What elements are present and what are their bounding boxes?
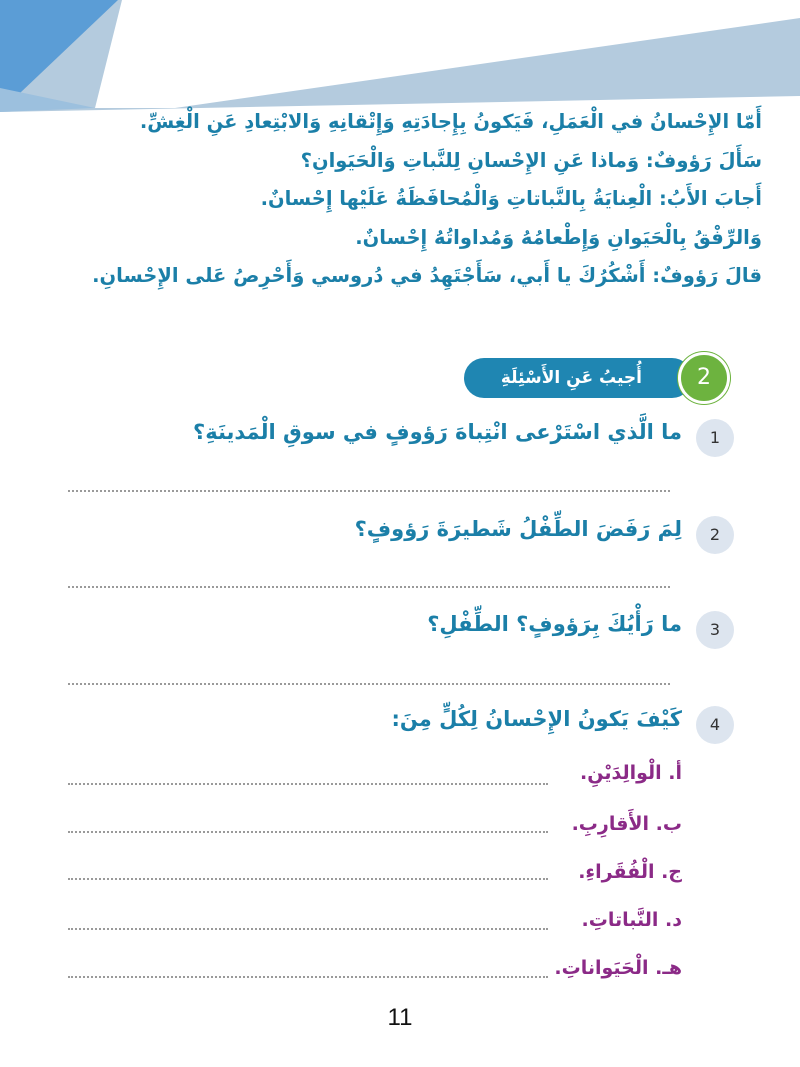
story-line: أَمّا الإِحْسانُ في الْعَمَلِ، فَيَكونُ بِإِجادَتِهِ وَإِتْقانِهِ وَالابْتِعادِ عَنِ الْغِشِّ.	[139, 110, 762, 133]
section-title: أُجيبُ عَنِ الأَسْئِلَةِ	[500, 368, 642, 388]
answer-line[interactable]	[68, 878, 548, 880]
sub-item-plants: د. النَّباتاتِ.	[581, 909, 682, 931]
question-number: 2	[696, 516, 734, 554]
question-text: لِمَ رَفَضَ الطِّفْلُ شَطيرَةَ رَؤوفٍ؟	[354, 517, 682, 541]
question-number: 1	[696, 419, 734, 457]
sub-item-parents: أ. الْوالِدَيْنِ.	[580, 762, 682, 784]
sub-item-animals: هـ. الْحَيَواناتِ.	[554, 957, 682, 979]
question-text: ما الَّذي اسْتَرْعى انْتِباهَ رَؤوفٍ في سوقِ الْمَدينَةِ؟	[193, 420, 682, 444]
question-text: ما رَأْيُكَ بِرَؤوفٍ؟ الطِّفْلِ؟	[427, 612, 682, 636]
answer-line[interactable]	[68, 928, 548, 930]
answer-line[interactable]	[68, 586, 670, 588]
answer-line[interactable]	[68, 976, 548, 978]
answer-line[interactable]	[68, 683, 670, 685]
banner-white-wedge	[95, 0, 800, 108]
story-line: سَأَلَ رَؤوفٌ: وَماذا عَنِ الإِحْسانِ لِلنَّباتِ وَالْحَيَوانِ؟	[300, 148, 762, 172]
section-header	[462, 352, 730, 404]
story-line: وَالرِّفْقُ بِالْحَيَوانِ وَإِطْعامُهُ وَمُداواتُهُ إِحْسانٌ.	[355, 225, 762, 249]
answer-line[interactable]	[68, 831, 548, 833]
section-number: 2	[678, 352, 730, 404]
section-pill	[464, 358, 692, 398]
page-number: 11	[387, 1004, 413, 1031]
story-line: أَجابَ الأَبُ: الْعِنايَةُ بِالنَّباتاتِ وَالْمُحافَظَةُ عَلَيْها إِحْسانٌ.	[260, 187, 762, 210]
story-text	[62, 103, 762, 296]
answer-line[interactable]	[68, 783, 548, 785]
banner-overlay	[0, 0, 800, 112]
sub-item-poor: ج. الْفُقَراءِ.	[578, 861, 682, 883]
question-number: 4	[696, 706, 734, 744]
story-line: قالَ رَؤوفٌ: أَشْكُرُكَ يا أَبي، سَأَجْتَهِدُ في دُروسي وَأَحْرِصُ عَلى الإِحْسانِ.	[92, 264, 762, 287]
question-number: 3	[696, 611, 734, 649]
question-text: كَيْفَ يَكونُ الإِحْسانُ لِكُلٍّ مِنَ:	[391, 707, 682, 731]
answer-line[interactable]	[68, 490, 670, 492]
sub-item-relatives: ب. الأَقارِبِ.	[571, 813, 682, 835]
